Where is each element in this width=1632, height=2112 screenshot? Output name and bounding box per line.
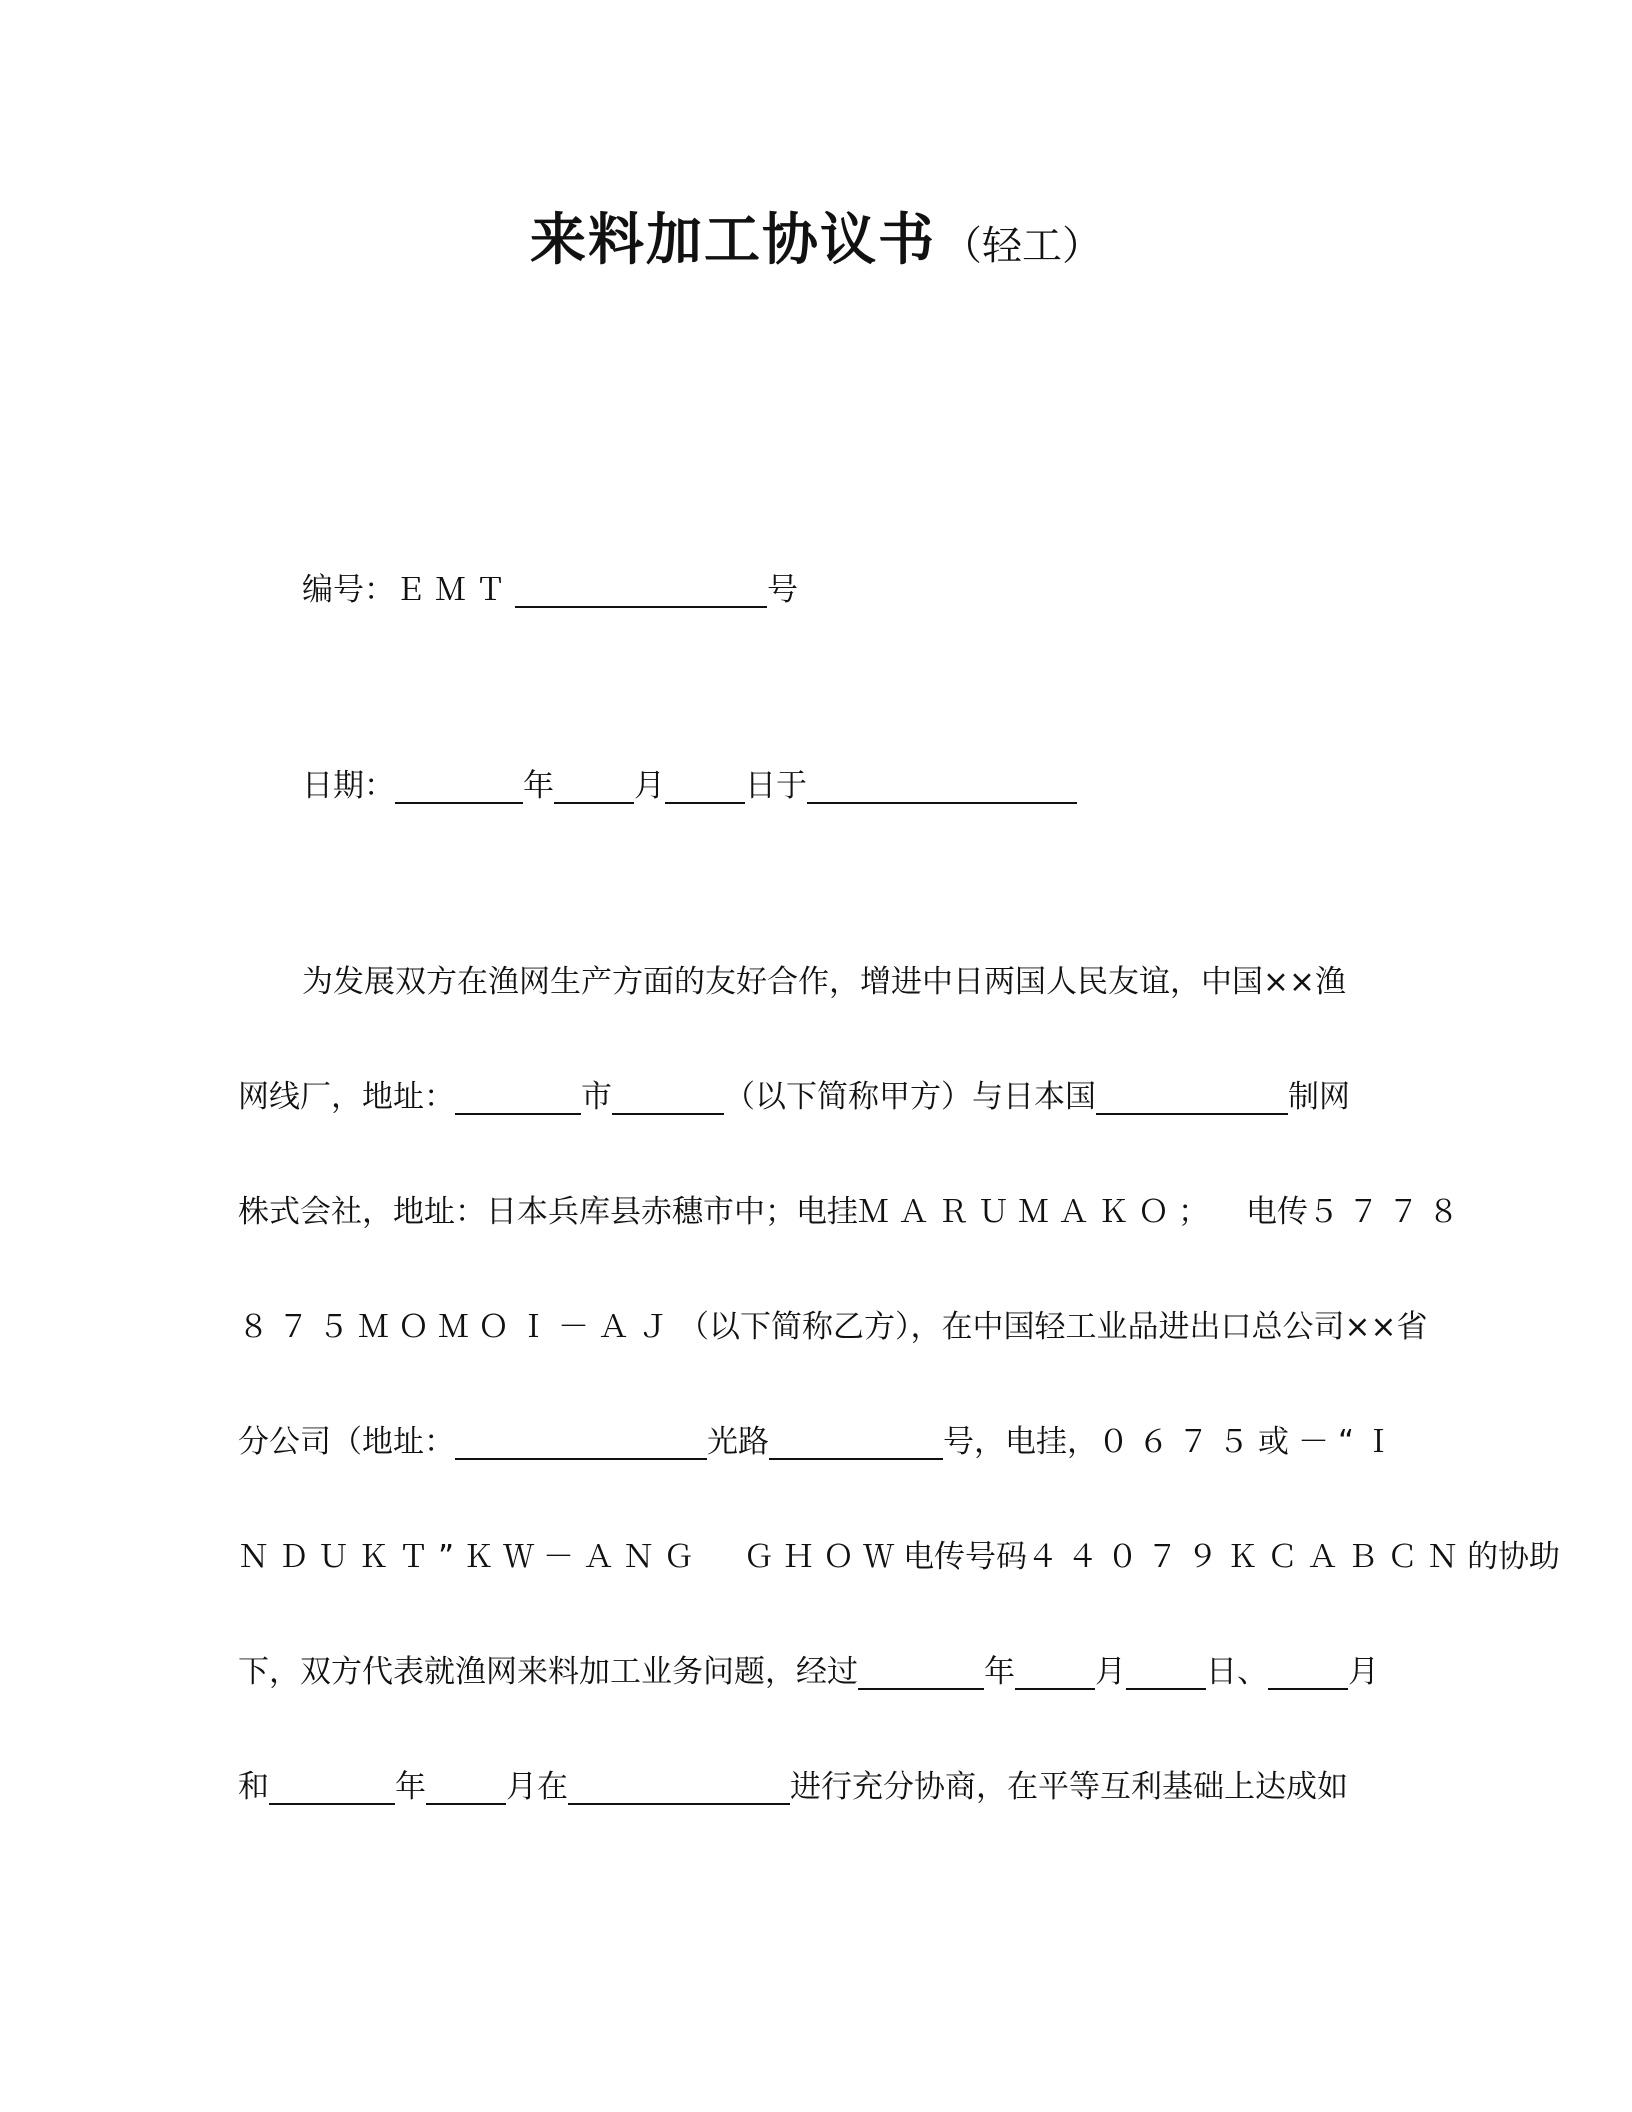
body-text: 进行充分协商，在平等互利基础上达成如 <box>790 1769 1348 1805</box>
date-day-blank <box>665 768 745 804</box>
body-text: 月 <box>1095 1654 1126 1690</box>
body-line-1 <box>302 960 1346 1004</box>
body-text: 月 <box>1348 1654 1379 1690</box>
negotiation-month-blank <box>1015 1654 1095 1690</box>
cable-code: ０６７５或－“Ｉ <box>1098 1424 1404 1460</box>
city-blank <box>455 1079 581 1115</box>
number-label: 编号： <box>302 572 395 608</box>
body-text: 电传号码 <box>903 1539 1028 1575</box>
body-text: 下，双方代表就渔网来料加工业务问题，经过 <box>238 1654 858 1690</box>
body-text: 号，电挂， <box>943 1424 1098 1460</box>
road-number-blank <box>769 1424 943 1460</box>
telex-number: ５７７８ <box>1308 1194 1468 1230</box>
date-year-label: 年 <box>523 768 554 804</box>
body-text: 光路 <box>707 1424 769 1460</box>
district-blank <box>612 1079 724 1115</box>
body-line-8 <box>238 1765 1348 1809</box>
body-text: （以下简称甲方）与日本国 <box>724 1079 1096 1115</box>
body-text: 为发展双方在渔网生产方面的友好合作，增进中日两国人民友谊，中国××渔 <box>302 964 1346 1000</box>
and-year-blank <box>269 1769 395 1805</box>
body-line-7 <box>238 1650 1379 1694</box>
body-text: 网线厂，地址： <box>238 1079 455 1115</box>
date-place-blank <box>807 768 1077 804</box>
body-text: 分公司（地址： <box>238 1424 455 1460</box>
date-line <box>302 764 1077 808</box>
body-line-4 <box>238 1305 1427 1349</box>
cable-name: ＮＤＵＫＴ”ＫＷ－ＡＮＧ ＧＨＯＷ <box>238 1539 904 1575</box>
address-blank <box>455 1424 707 1460</box>
telex-code: ８７５ＭＯＭＯＩ－ＡＪ <box>238 1309 678 1345</box>
body-line-3 <box>238 1190 1468 1234</box>
body-line-6 <box>238 1535 1560 1579</box>
date-day-at-label: 日于 <box>745 768 807 804</box>
and-month-blank <box>426 1769 506 1805</box>
body-text: 月在 <box>506 1769 568 1805</box>
negotiation-year-blank <box>858 1654 984 1690</box>
document-title <box>0 196 1632 276</box>
title-subtitle: （轻工） <box>942 223 1102 269</box>
body-text: 的协助 <box>1467 1539 1561 1575</box>
meeting-place-blank <box>568 1769 790 1805</box>
body-text: 电传 <box>1246 1194 1308 1230</box>
telex-code-2: ４４０７９ＫＣＡＢＣＮ <box>1027 1539 1468 1575</box>
date-year-blank <box>395 768 523 804</box>
number-blank <box>515 572 767 608</box>
body-text: 年 <box>395 1769 426 1805</box>
date-month-blank <box>554 768 634 804</box>
company-blank <box>1096 1079 1288 1115</box>
number-suffix: 号 <box>767 572 798 608</box>
number-prefix: ＥＭＴ <box>395 572 515 608</box>
negotiation-month2-blank <box>1268 1654 1348 1690</box>
body-line-5 <box>238 1420 1403 1464</box>
body-text: 株式会社，地址：日本兵库县赤穗市中；电挂 <box>238 1194 858 1230</box>
body-text: 制网 <box>1288 1079 1350 1115</box>
body-text: 和 <box>238 1769 269 1805</box>
number-line <box>302 568 798 612</box>
body-line-2 <box>238 1075 1350 1119</box>
body-text: 市 <box>581 1079 612 1115</box>
date-label: 日期： <box>302 768 395 804</box>
cable-address: ＭＡＲＵＭＡＫＯ； <box>858 1194 1218 1230</box>
body-text: （以下简称乙方），在中国轻工业品进出口总公司××省 <box>678 1309 1428 1345</box>
body-text: 年 <box>984 1654 1015 1690</box>
date-month-label: 月 <box>634 768 665 804</box>
title-main: 来料加工协议书 <box>530 208 936 273</box>
body-text: 日、 <box>1206 1654 1268 1690</box>
negotiation-day-blank <box>1126 1654 1206 1690</box>
